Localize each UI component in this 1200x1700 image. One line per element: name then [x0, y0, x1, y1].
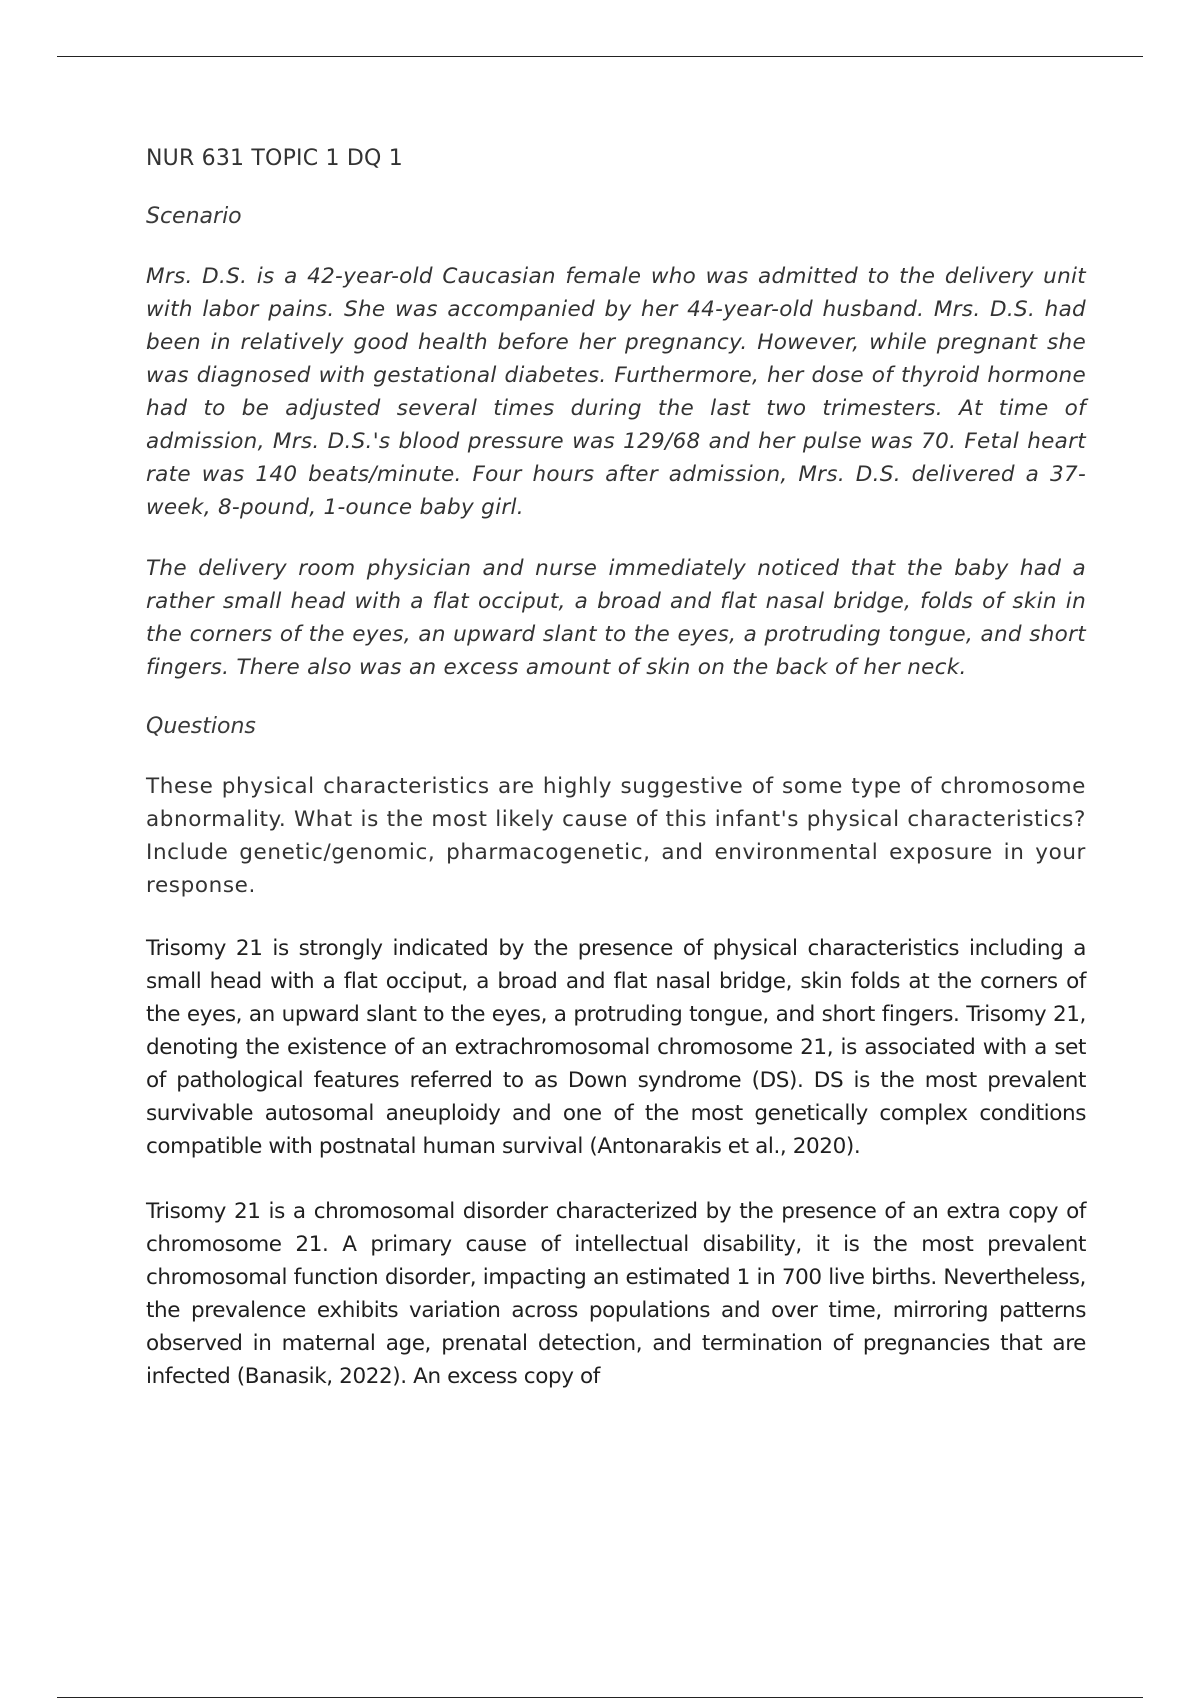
bottom-rule	[57, 1697, 1143, 1698]
document-body	[146, 144, 1086, 1425]
top-rule	[57, 56, 1143, 57]
scenario-paragraph: The delivery room physician and nurse immediately noticed that the baby had a rather small head with a flat occiput, a broad and flat nasal bridge, folds of skin in the corners of the eyes, an upward slant to the eyes, a protruding tongue, and short fingers. There also was an excess amount of skin on the back of her neck.	[146, 556, 1086, 680]
questions-label: Questions	[146, 714, 256, 739]
document-title: NUR 631 TOPIC 1 DQ 1	[146, 146, 403, 171]
answer-paragraph: Trisomy 21 is a chromosomal disorder characterized by the presence of an extra copy of chromosome 21. A primary cause of intellectual disability, it is the most prevalent chromosomal function disorder, impacting an estimated 1 in 700 live births. Nevertheless, the prevalence exhibits variation across populations and over time, mirroring patterns observed in maternal age, prenatal detection, and termination of pregnancies that are infected (Banasik, 2022). An excess copy of	[146, 1199, 1086, 1389]
question-paragraph: These physical characteristics are highly suggestive of some type of chromosome abnormality. What is the most likely cause of this infant's physical characteristics? Include genetic/genomic, pharmacogenetic, and environmental exposure in your response.	[146, 774, 1086, 898]
answer-paragraph: Trisomy 21 is strongly indicated by the presence of physical characteristics including a small head with a flat occiput, a broad and flat nasal bridge, skin folds at the corners of the eyes, an upward slant to the eyes, a protruding tongue, and short fingers. Trisomy 21, denoting the existence of an extrachromosomal chromosome 21, is associated with a set of pathological features referred to as Down syndrome (DS). DS is the most prevalent survivable autosomal aneuploidy and one of the most genetically complex conditions compatible with postnatal human survival (Antonarakis et al., 2020).	[146, 936, 1086, 1159]
scenario-label: Scenario	[146, 204, 242, 229]
scenario-paragraph: Mrs. D.S. is a 42-year-old Caucasian female who was admitted to the delivery unit with labor pains. She was accompanied by her 44-year-old husband. Mrs. D.S. had been in relatively good health before her pregnancy. However, while pregnant she was diagnosed with gestational diabetes. Furthermore, her dose of thyroid hormone had to be adjusted several times during the last two trimesters. At time of admission, Mrs. D.S.'s blood pressure was 129/68 and her pulse was 70. Fetal heart rate was 140 beats/minute. Four hours after admission, Mrs. D.S. delivered a 37-week, 8-pound, 1-ounce baby girl.	[146, 264, 1086, 520]
